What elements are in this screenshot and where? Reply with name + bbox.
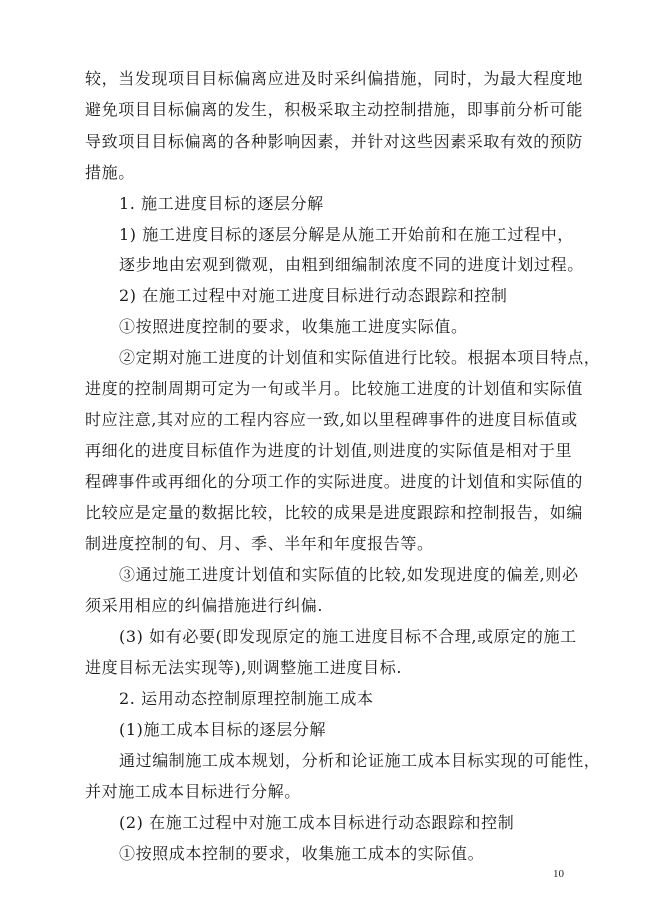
text-line: (2) 在施工过程中对施工成本目标进行动态跟踪和控制	[119, 813, 515, 832]
text-line: 比较应是定量的数据比较，比较的成果是进度跟踪和控制报告，如编	[85, 503, 584, 522]
text-line: ①按照成本控制的要求，收集施工成本的实际值。	[119, 844, 485, 863]
text-line: ③通过施工进度计划值和实际值的比较,如发现进度的偏差,则必	[119, 565, 579, 584]
text-line: 较，当发现项目目标偏离应进及时采纠偏措施，同时，为最大程度地	[85, 69, 584, 88]
section-heading: 1. 施工进度目标的逐层分解	[119, 194, 324, 213]
text-line: 时应注意,其对应的工程内容应一致,如以里程碑事件的进度目标值或	[85, 410, 578, 429]
text-line: 进度目标无法实现等),则调整施工进度目标.	[85, 658, 403, 677]
text-line: 并对施工成本目标进行分解。	[85, 782, 301, 801]
text-line: (1)施工成本目标的逐层分解	[119, 720, 327, 739]
text-line: 制进度控制的旬、月、季、半年和年度报告等。	[85, 534, 434, 553]
text-line: 1) 施工进度目标的逐层分解是从施工开始前和在施工过程中，	[119, 225, 574, 244]
text-line: 避免项目目标偏离的发生，积极采取主动控制措施，即事前分析可能	[85, 100, 584, 119]
text-line: 再细化的进度目标值作为进度的计划值,则进度的实际值是相对于里	[85, 441, 573, 460]
section-heading: 2. 运用动态控制原理控制施工成本	[119, 689, 374, 708]
text-line: 程碑事件或再细化的分项工作的实际进度。进度的计划值和实际值的	[85, 472, 584, 491]
text-line: 逐步地由宏观到微观，由粗到细编制浓度不同的进度计划过程。	[119, 255, 584, 274]
text-line: (3) 如有必要(即发现原定的施工进度目标不合理,或原定的施工	[119, 627, 577, 646]
text-line: ②定期对施工进度的计划值和实际值进行比较。根据本项目特点，	[119, 348, 601, 367]
text-line: 进度的控制周期可定为一旬或半月。比较施工进度的计划值和实际值	[85, 379, 584, 398]
text-line: 须采用相应的纠偏措施进行纠偏.	[85, 596, 324, 615]
text-line: 措施。	[85, 163, 135, 182]
text-line: 导致项目目标偏离的各种影响因素，并针对这些因素采取有效的预防	[85, 132, 584, 151]
text-line: ①按照进度控制的要求，收集施工进度实际值。	[119, 317, 468, 336]
text-line: 通过编制施工成本规划，分析和论证施工成本目标实现的可能性，	[119, 751, 601, 770]
text-line: 2) 在施工过程中对施工进度目标进行动态跟踪和控制	[119, 286, 508, 305]
page-number: 10	[553, 868, 564, 880]
